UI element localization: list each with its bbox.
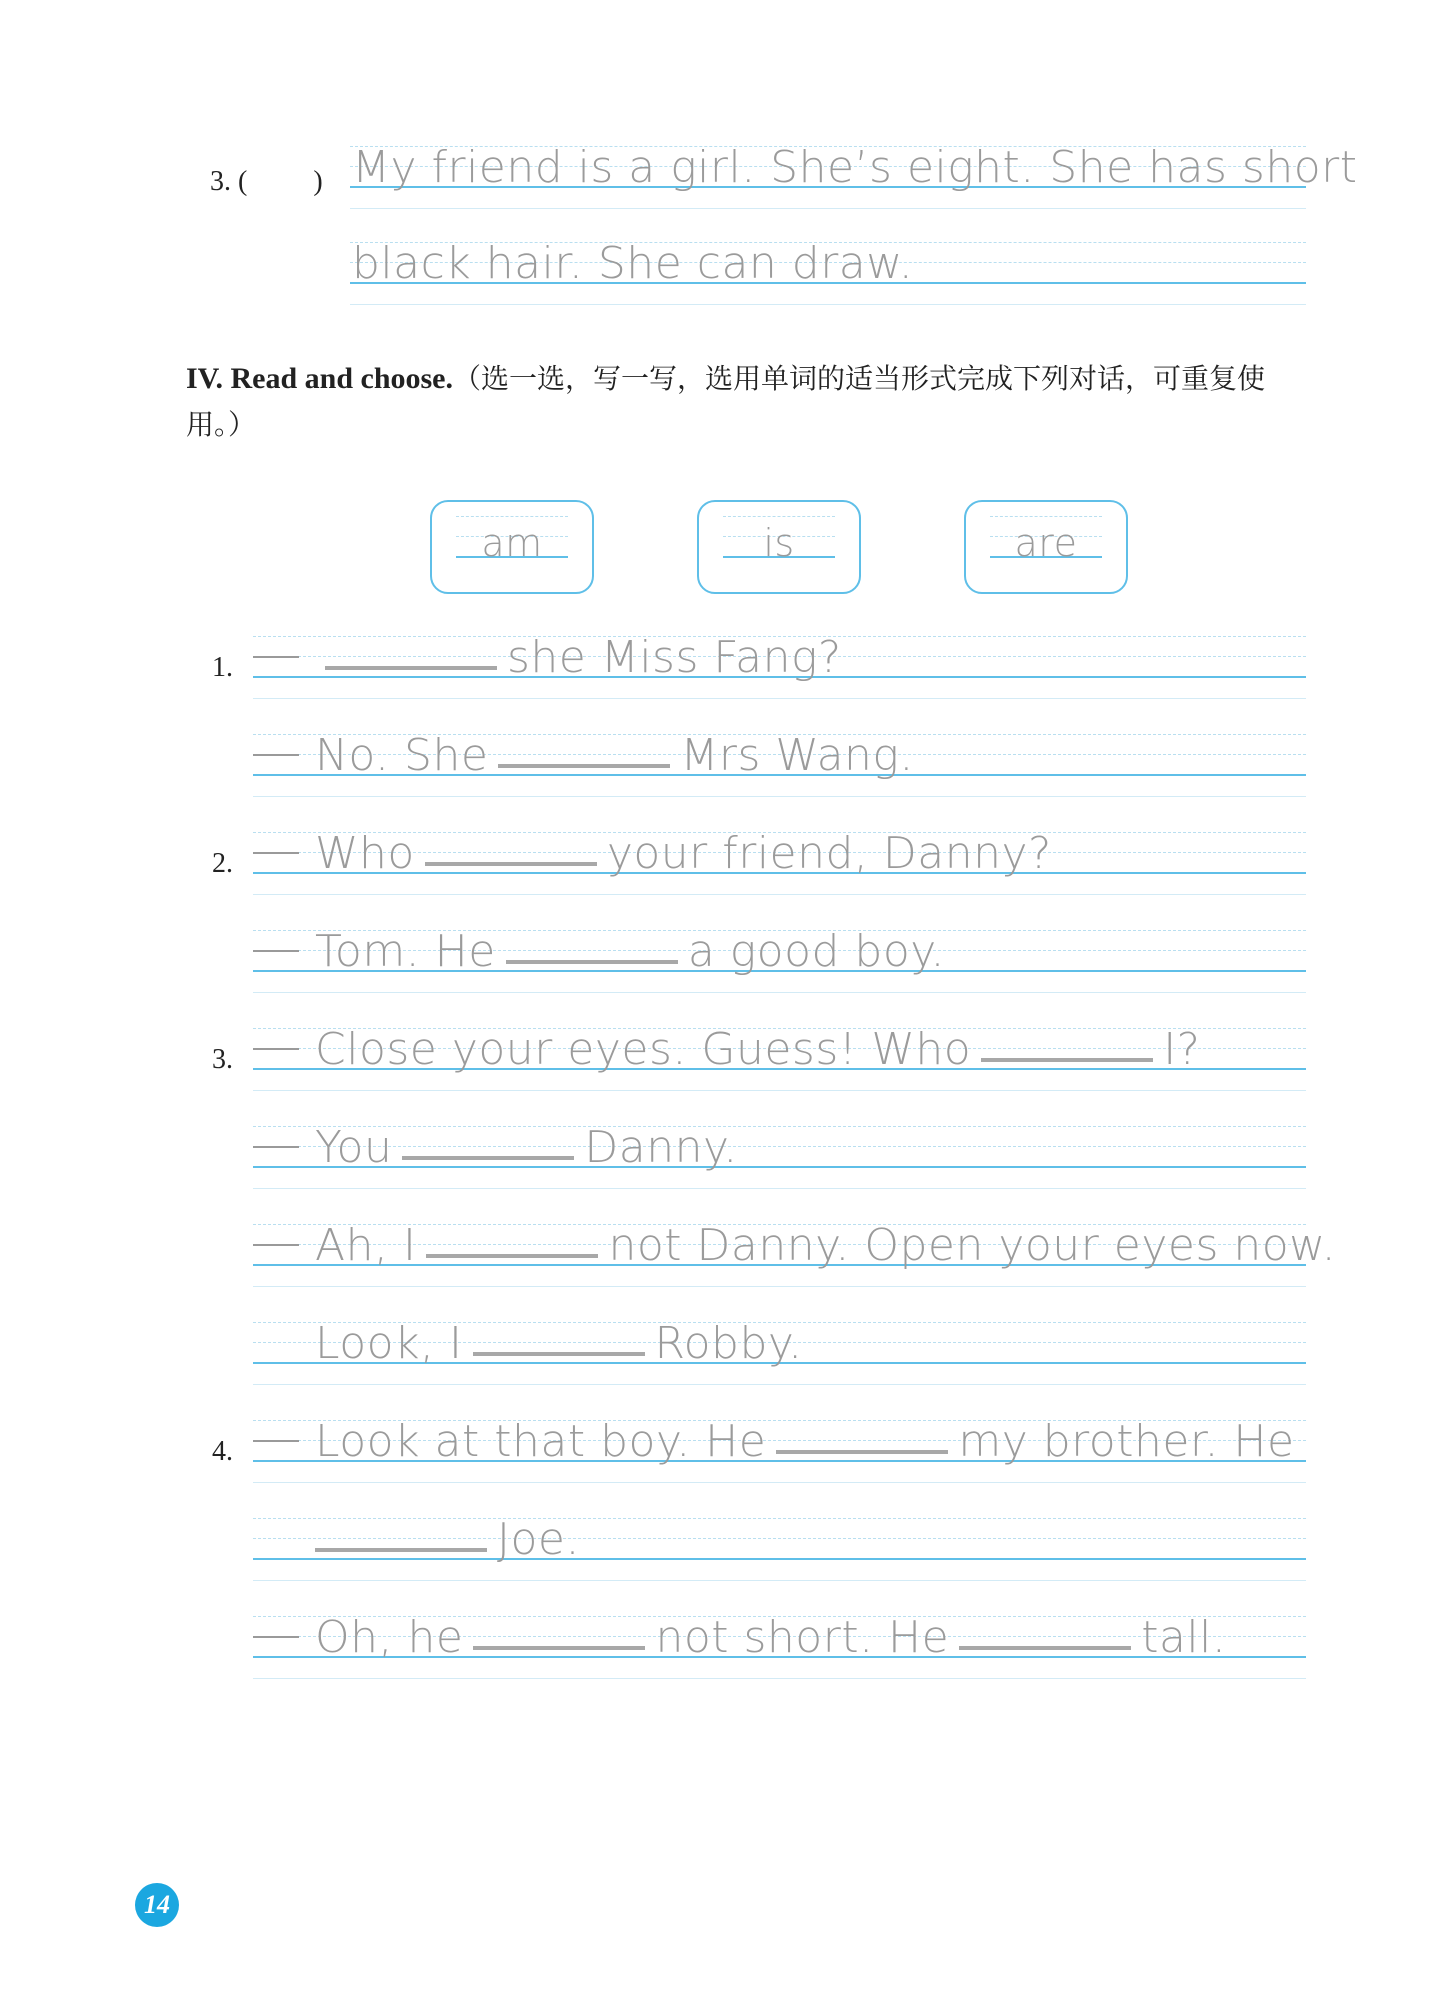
q1-line-1: she Miss Fang? [253, 636, 842, 680]
section-title: IV. Read and choose. [186, 362, 453, 395]
section-heading [186, 356, 1306, 448]
item-3-sentence-2: black hair. She can draw. [352, 238, 914, 289]
answer-blank[interactable] [506, 960, 678, 964]
q4-line-2: Joe. [253, 1518, 580, 1562]
question-4-number: 4. [212, 1436, 233, 1467]
q2-line-2: Tom. He a good boy. [253, 930, 945, 974]
item-3-sentence-1: My friend is a girl. She’s eight. She has short [352, 142, 1358, 193]
answer-blank[interactable] [426, 1254, 598, 1258]
answer-blank[interactable] [959, 1646, 1131, 1650]
question-2-number: 2. [212, 848, 233, 879]
question-1-number: 1. [212, 652, 233, 683]
q4-line-1: Look at that boy. He my brother. He [253, 1420, 1295, 1464]
q3-line-2: You Danny. [253, 1126, 738, 1170]
question-3-number: 3. [212, 1044, 233, 1075]
q3-line-3: Ah, I not Danny. Open your eyes now. [253, 1224, 1336, 1268]
answer-blank[interactable] [425, 862, 597, 866]
q2-line-1: Who your friend, Danny? [253, 832, 1052, 876]
answer-blank[interactable] [498, 764, 670, 768]
answer-blank[interactable] [325, 666, 497, 670]
page-number-badge: 14 [135, 1883, 179, 1927]
answer-blank[interactable] [402, 1156, 574, 1160]
answer-blank[interactable] [776, 1450, 948, 1454]
q1-line-2: No. She Mrs Wang. [253, 734, 914, 778]
answer-blank[interactable] [473, 1352, 645, 1356]
answer-blank[interactable] [473, 1646, 645, 1650]
section-instruction: （选一选，写一写，选用单词的适当形式完成下列对话，可重复使用。） [186, 362, 1266, 441]
answer-blank[interactable] [315, 1548, 487, 1552]
q3-line-4: Look, I Robby. [315, 1318, 803, 1369]
word-are: are [1014, 521, 1078, 565]
word-box-is [697, 500, 861, 594]
answer-blank[interactable] [981, 1058, 1153, 1062]
item-3-label: 3. ( ) [210, 166, 323, 197]
word-is: is [763, 521, 795, 565]
word-box-are [964, 500, 1128, 594]
word-box-am [430, 500, 594, 594]
word-am: am [481, 521, 543, 565]
q3-line-1: Close your eyes. Guess! Who I? [253, 1028, 1201, 1072]
q4-line-3: Oh, he not short. He tall. [253, 1616, 1226, 1660]
